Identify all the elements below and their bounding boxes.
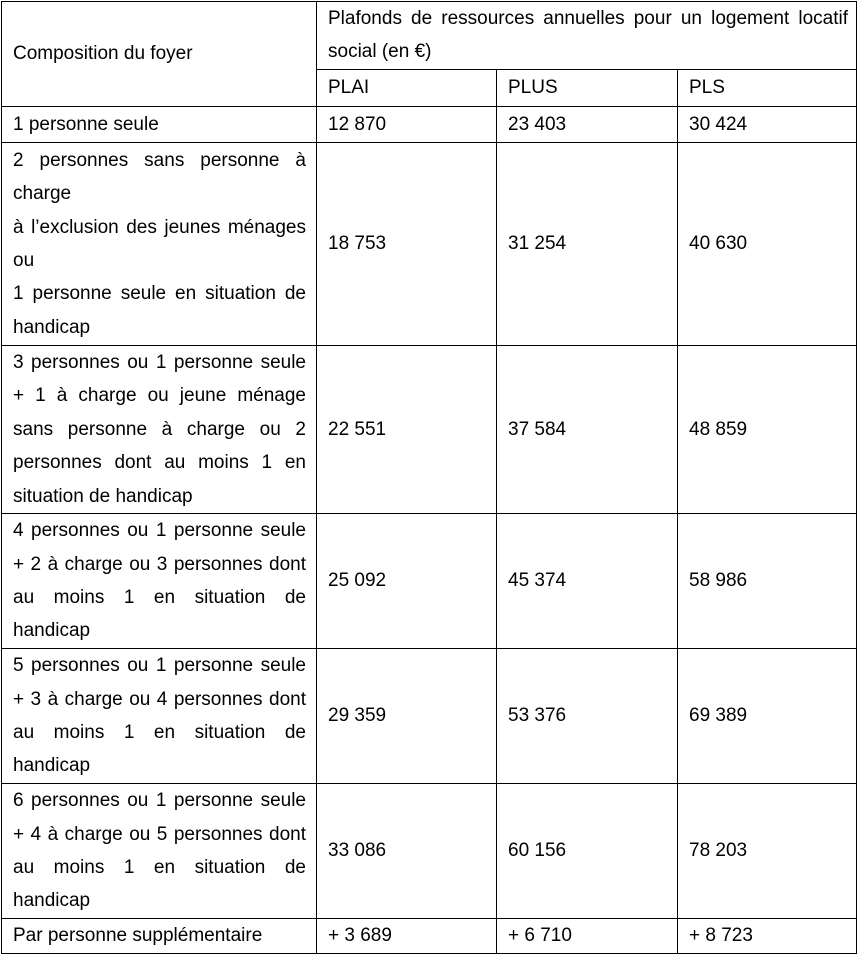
composition-line: à l’exclusion des jeunes ménages ou (13, 216, 306, 271)
composition-header-label: Composition du foyer (13, 43, 193, 65)
ceilings-header-cell (317, 2, 857, 70)
composition-line: 1 personne seule en situation de handicap (13, 283, 306, 338)
pls-value: 78 203 (678, 784, 857, 919)
table-row (2, 107, 857, 143)
composition-line: 4 personnes ou 1 personne seule + 2 à charge ou 3 personnes dont au moins 1 en situation de handicap (13, 520, 306, 642)
composition-cell (2, 143, 317, 346)
resource-ceilings-table (1, 1, 857, 954)
plai-value: 12 870 (317, 107, 497, 143)
column-header-plai: PLAI (317, 70, 497, 107)
composition-cell (2, 649, 317, 784)
column-header-pls: PLS (678, 70, 857, 107)
plai-value: 18 753 (317, 143, 497, 346)
pls-value: 48 859 (678, 346, 857, 514)
plai-value: + 3 689 (317, 919, 497, 954)
plai-value: 29 359 (317, 649, 497, 784)
composition-line: Par personne supplémentaire (13, 925, 263, 947)
composition-line: 1 personne seule (13, 113, 159, 135)
table-row (2, 649, 857, 784)
column-header-plus: PLUS (497, 70, 678, 107)
pls-value: + 8 723 (678, 919, 857, 954)
table-row (2, 143, 857, 346)
plus-value: 31 254 (497, 143, 678, 346)
plai-value: 33 086 (317, 784, 497, 919)
plus-value: 23 403 (497, 107, 678, 143)
table-row (2, 919, 857, 954)
composition-cell (2, 514, 317, 649)
composition-line: 2 personnes sans personne à charge (13, 149, 306, 205)
composition-cell (2, 346, 317, 514)
composition-line: 5 personnes ou 1 personne seule + 3 à charge ou 4 personnes dont au moins 1 en situation de handicap (13, 655, 306, 777)
composition-header-cell (2, 2, 317, 107)
pls-value: 30 424 (678, 107, 857, 143)
plai-value: 25 092 (317, 514, 497, 649)
composition-cell (2, 107, 317, 143)
table-row (2, 346, 857, 514)
plus-value: 45 374 (497, 514, 678, 649)
table-row (2, 784, 857, 919)
ceilings-header-label: Plafonds de ressources annuelles pour un logement locatif social (en €) (328, 8, 848, 63)
plus-value: 53 376 (497, 649, 678, 784)
composition-cell (2, 919, 317, 954)
header-row (2, 2, 857, 70)
plus-value: 60 156 (497, 784, 678, 919)
plus-value: + 6 710 (497, 919, 678, 954)
table-row (2, 514, 857, 649)
pls-value: 69 389 (678, 649, 857, 784)
composition-line: 6 personnes ou 1 personne seule + 4 à charge ou 5 personnes dont au moins 1 en situation de handicap (13, 790, 306, 912)
plus-value: 37 584 (497, 346, 678, 514)
composition-cell (2, 784, 317, 919)
pls-value: 40 630 (678, 143, 857, 346)
plai-value: 22 551 (317, 346, 497, 514)
composition-line: 3 personnes ou 1 personne seule + 1 à charge ou jeune ménage sans personne à charge ou 2 personnes dont au moins 1 en situation de handicap (13, 352, 306, 507)
pls-value: 58 986 (678, 514, 857, 649)
